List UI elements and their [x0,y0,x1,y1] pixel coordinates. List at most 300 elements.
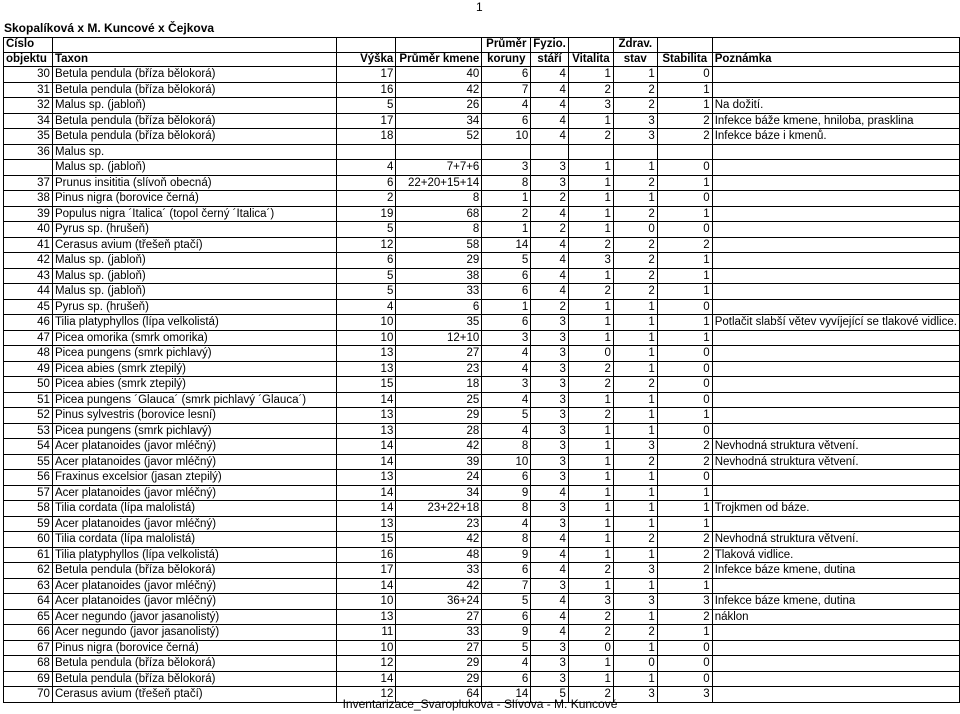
vitality-cell: 3 [568,253,613,269]
vitality-cell: 1 [568,67,613,83]
header-cell: Taxon [52,52,336,67]
stability-cell: 1 [657,284,712,300]
vitality-cell: 1 [568,485,613,501]
object-number-cell: 40 [4,222,53,238]
vitality-cell: 3 [568,594,613,610]
crown-diameter-cell: 4 [482,98,531,114]
crown-diameter-cell: 4 [482,346,531,362]
vitality-cell: 1 [568,578,613,594]
stability-cell: 0 [657,423,712,439]
taxon-cell: Acer platanoides (javor mléčný) [52,454,336,470]
table-header [4,38,960,67]
physiological-age-cell: 4 [531,485,569,501]
crown-diameter-cell: 14 [482,687,531,703]
taxon-cell: Malus sp. (jabloň) [52,98,336,114]
table-row [4,625,960,641]
crown-diameter-cell: 6 [482,563,531,579]
object-number-cell: 65 [4,609,53,625]
stability-cell: 2 [657,609,712,625]
crown-diameter-cell: 5 [482,253,531,269]
taxon-cell: Betula pendula (bříza bělokorá) [52,67,336,83]
note-cell [712,268,959,284]
trunk-diameter-cell: 42 [396,578,482,594]
health-cell: 2 [613,206,657,222]
physiological-age-cell: 3 [531,671,569,687]
physiological-age-cell: 4 [531,563,569,579]
object-number-cell: 60 [4,532,53,548]
taxon-cell: Malus sp. (jabloň) [52,160,336,176]
trunk-diameter-cell: 8 [396,191,482,207]
note-cell: Trojkmen od báze. [712,501,959,517]
note-cell [712,330,959,346]
height-cell: 10 [336,330,396,346]
crown-diameter-cell: 3 [482,330,531,346]
note-cell [712,299,959,315]
physiological-age-cell: 4 [531,98,569,114]
taxon-cell: Acer platanoides (javor mléčný) [52,439,336,455]
stability-cell: 1 [657,206,712,222]
health-cell: 0 [613,656,657,672]
taxon-cell: Pinus nigra (borovice černá) [52,191,336,207]
object-number-cell: 39 [4,206,53,222]
height-cell: 10 [336,640,396,656]
trunk-diameter-cell: 33 [396,625,482,641]
health-cell: 1 [613,160,657,176]
trunk-diameter-cell: 29 [396,253,482,269]
trunk-diameter-cell: 48 [396,547,482,563]
object-number-cell: 64 [4,594,53,610]
health-cell: 1 [613,609,657,625]
stability-cell: 3 [657,687,712,703]
note-cell [712,284,959,300]
vitality-cell: 1 [568,516,613,532]
object-number-cell: 34 [4,113,53,129]
physiological-age-cell: 4 [531,206,569,222]
table-row [4,485,960,501]
vitality-cell: 1 [568,547,613,563]
trunk-diameter-cell: 68 [396,206,482,222]
trunk-diameter-cell: 29 [396,408,482,424]
note-cell [712,206,959,222]
taxon-cell: Prunus insititia (slívoň obecná) [52,175,336,191]
note-cell [712,160,959,176]
height-cell: 5 [336,268,396,284]
table-row [4,547,960,563]
height-cell: 15 [336,532,396,548]
object-number-cell: 37 [4,175,53,191]
height-cell: 2 [336,191,396,207]
physiological-age-cell: 3 [531,656,569,672]
taxon-cell: Tilia platyphyllos (lípa velkolistá) [52,315,336,331]
physiological-age-cell [531,144,569,160]
height-cell [336,144,396,160]
height-cell: 12 [336,656,396,672]
crown-diameter-cell: 6 [482,113,531,129]
trunk-diameter-cell: 27 [396,346,482,362]
note-cell: Potlačit slabší větev vyvíjející se tlakové vidlice. [712,315,959,331]
crown-diameter-cell: 3 [482,160,531,176]
header-cell: koruny [482,52,531,67]
crown-diameter-cell: 1 [482,191,531,207]
header-cell: objektu [4,52,53,67]
taxon-cell: Picea omorika (smrk omorika) [52,330,336,346]
physiological-age-cell: 3 [531,392,569,408]
taxon-cell: Cerasus avium (třešeň ptačí) [52,687,336,703]
taxon-cell: Malus sp. (jabloň) [52,253,336,269]
table-row [4,346,960,362]
height-cell: 4 [336,160,396,176]
health-cell: 2 [613,284,657,300]
object-number-cell: 55 [4,454,53,470]
health-cell [613,144,657,160]
trunk-diameter-cell: 52 [396,129,482,145]
physiological-age-cell: 3 [531,454,569,470]
table-row [4,129,960,145]
stability-cell: 0 [657,299,712,315]
table-row [4,144,960,160]
taxon-cell: Tilia platyphyllos (lípa velkolistá) [52,547,336,563]
table-row [4,284,960,300]
crown-diameter-cell: 9 [482,547,531,563]
vitality-cell: 1 [568,268,613,284]
trunk-diameter-cell: 12+10 [396,330,482,346]
crown-diameter-cell: 1 [482,222,531,238]
crown-diameter-cell: 6 [482,470,531,486]
header-cell: Vitalita [568,52,613,67]
taxon-cell: Picea abies (smrk ztepilý) [52,361,336,377]
header-cell: Stabilita [657,52,712,67]
note-cell [712,470,959,486]
object-number-cell: 41 [4,237,53,253]
trunk-diameter-cell: 34 [396,485,482,501]
note-cell [712,67,959,83]
vitality-cell: 2 [568,82,613,98]
trunk-diameter-cell: 35 [396,315,482,331]
health-cell: 1 [613,501,657,517]
trunk-diameter-cell [396,144,482,160]
object-number-cell: 50 [4,377,53,393]
table-row [4,563,960,579]
page-footer: Inventarizace_Svaroplukova - Slívova - M. Kuncové [342,697,618,711]
note-cell: Nevhodná struktura větvení. [712,532,959,548]
health-cell: 3 [613,563,657,579]
object-number-cell: 58 [4,501,53,517]
crown-diameter-cell: 9 [482,485,531,501]
trunk-diameter-cell: 28 [396,423,482,439]
crown-diameter-cell: 6 [482,284,531,300]
header-cell: Výška [336,52,396,67]
height-cell: 5 [336,284,396,300]
table-row [4,82,960,98]
vitality-cell: 1 [568,315,613,331]
stability-cell: 2 [657,237,712,253]
table-row [4,392,960,408]
stability-cell: 2 [657,113,712,129]
taxon-cell: Acer platanoides (javor mléčný) [52,516,336,532]
note-cell [712,516,959,532]
object-number-cell: 53 [4,423,53,439]
crown-diameter-cell: 6 [482,67,531,83]
health-cell: 1 [613,516,657,532]
height-cell: 17 [336,113,396,129]
stability-cell: 0 [657,392,712,408]
object-number-cell: 61 [4,547,53,563]
table-row [4,206,960,222]
note-cell [712,191,959,207]
physiological-age-cell: 3 [531,377,569,393]
object-number-cell: 63 [4,578,53,594]
vitality-cell: 1 [568,454,613,470]
physiological-age-cell: 3 [531,315,569,331]
object-number-cell: 57 [4,485,53,501]
taxon-cell: Malus sp. (jabloň) [52,284,336,300]
height-cell: 6 [336,175,396,191]
note-cell: Na dožití. [712,98,959,114]
height-cell: 10 [336,315,396,331]
trunk-diameter-cell: 26 [396,98,482,114]
stability-cell: 1 [657,253,712,269]
vitality-cell: 2 [568,609,613,625]
object-number-cell: 70 [4,687,53,703]
health-cell: 1 [613,578,657,594]
note-cell: Infekce báže kmene, hniloba, prasklina [712,113,959,129]
stability-cell: 2 [657,532,712,548]
page-number: 1 [476,0,483,14]
health-cell: 1 [613,423,657,439]
trunk-diameter-cell: 34 [396,113,482,129]
physiological-age-cell: 2 [531,299,569,315]
object-number-cell: 66 [4,625,53,641]
object-number-cell: 69 [4,671,53,687]
height-cell: 5 [336,98,396,114]
vitality-cell: 1 [568,423,613,439]
crown-diameter-cell: 6 [482,315,531,331]
height-cell: 13 [336,609,396,625]
health-cell: 1 [613,330,657,346]
note-cell [712,253,959,269]
crown-diameter-cell: 10 [482,454,531,470]
stability-cell: 2 [657,439,712,455]
taxon-cell: Acer platanoides (javor mléčný) [52,594,336,610]
height-cell: 14 [336,485,396,501]
stability-cell: 0 [657,222,712,238]
table-body [4,67,960,703]
vitality-cell: 1 [568,206,613,222]
object-number-cell: 43 [4,268,53,284]
note-cell: Tlaková vidlice. [712,547,959,563]
health-cell: 2 [613,625,657,641]
crown-diameter-cell: 8 [482,175,531,191]
note-cell [712,377,959,393]
vitality-cell: 1 [568,191,613,207]
note-cell [712,175,959,191]
trunk-diameter-cell: 29 [396,671,482,687]
note-cell [712,346,959,362]
taxon-cell: Betula pendula (bříza bělokorá) [52,129,336,145]
health-cell: 2 [613,82,657,98]
object-number-cell: 36 [4,144,53,160]
stability-cell: 0 [657,470,712,486]
height-cell: 17 [336,67,396,83]
note-cell: Nevhodná struktura větvení. [712,454,959,470]
table-row [4,609,960,625]
table-row [4,439,960,455]
vitality-cell: 1 [568,330,613,346]
vitality-cell: 1 [568,671,613,687]
crown-diameter-cell: 8 [482,439,531,455]
vitality-cell: 2 [568,361,613,377]
physiological-age-cell: 4 [531,532,569,548]
stability-cell: 1 [657,516,712,532]
document-title: Skopalíková x M. Kuncové x Čejkova [4,21,215,35]
vitality-cell: 1 [568,501,613,517]
table-row [4,594,960,610]
stability-cell: 1 [657,578,712,594]
crown-diameter-cell: 8 [482,532,531,548]
vitality-cell: 0 [568,346,613,362]
stability-cell: 1 [657,268,712,284]
note-cell [712,578,959,594]
height-cell: 11 [336,625,396,641]
object-number-cell: 44 [4,284,53,300]
health-cell: 3 [613,594,657,610]
trunk-diameter-cell: 22+20+15+14 [396,175,482,191]
object-number-cell: 38 [4,191,53,207]
table-row [4,377,960,393]
height-cell: 12 [336,237,396,253]
table-row [4,299,960,315]
health-cell: 2 [613,532,657,548]
header-row-2 [4,52,960,67]
vitality-cell: 1 [568,299,613,315]
taxon-cell: Tilia cordata (lípa malolistá) [52,501,336,517]
table-row [4,253,960,269]
physiological-age-cell: 2 [531,191,569,207]
crown-diameter-cell: 4 [482,516,531,532]
header-cell [657,38,712,53]
object-number-cell: 32 [4,98,53,114]
health-cell: 1 [613,315,657,331]
vitality-cell: 3 [568,98,613,114]
taxon-cell: Pinus sylvestris (borovice lesní) [52,408,336,424]
health-cell: 2 [613,377,657,393]
table-row [4,361,960,377]
physiological-age-cell: 4 [531,113,569,129]
object-number-cell: 35 [4,129,53,145]
trunk-diameter-cell: 40 [396,67,482,83]
physiological-age-cell: 3 [531,346,569,362]
health-cell: 1 [613,67,657,83]
table-row [4,454,960,470]
taxon-cell: Picea abies (smrk ztepilý) [52,377,336,393]
tree-inventory-table [3,37,960,703]
trunk-diameter-cell: 27 [396,609,482,625]
table-row [4,408,960,424]
crown-diameter-cell: 7 [482,82,531,98]
note-cell: Infekce báze kmene, dutina [712,594,959,610]
crown-diameter-cell: 5 [482,594,531,610]
header-cell: Číslo [4,38,53,53]
crown-diameter-cell: 14 [482,237,531,253]
trunk-diameter-cell: 38 [396,268,482,284]
table-row [4,470,960,486]
object-number-cell: 67 [4,640,53,656]
note-cell [712,82,959,98]
stability-cell: 1 [657,315,712,331]
height-cell: 13 [336,423,396,439]
height-cell: 13 [336,470,396,486]
header-cell [712,38,959,53]
stability-cell: 2 [657,129,712,145]
object-number-cell: 49 [4,361,53,377]
health-cell: 3 [613,687,657,703]
stability-cell: 0 [657,67,712,83]
vitality-cell: 2 [568,237,613,253]
stability-cell: 1 [657,625,712,641]
note-cell: Infekce báze i kmenů. [712,129,959,145]
height-cell: 14 [336,392,396,408]
table-row [4,67,960,83]
note-cell [712,222,959,238]
table-row [4,532,960,548]
height-cell: 14 [336,501,396,517]
table-row [4,268,960,284]
health-cell: 1 [613,392,657,408]
note-cell [712,656,959,672]
crown-diameter-cell: 4 [482,361,531,377]
trunk-diameter-cell: 25 [396,392,482,408]
physiological-age-cell: 4 [531,82,569,98]
object-number-cell: 51 [4,392,53,408]
physiological-age-cell: 3 [531,160,569,176]
vitality-cell: 1 [568,656,613,672]
table-row [4,656,960,672]
physiological-age-cell: 4 [531,268,569,284]
height-cell: 17 [336,563,396,579]
note-cell [712,361,959,377]
taxon-cell: Acer negundo (javor jasanolistý) [52,625,336,641]
vitality-cell: 2 [568,687,613,703]
taxon-cell: Fraxinus excelsior (jasan ztepilý) [52,470,336,486]
trunk-diameter-cell: 36+24 [396,594,482,610]
height-cell: 12 [336,687,396,703]
taxon-cell: Picea pungens (smrk pichlavý) [52,346,336,362]
header-cell: Průměr [482,38,531,53]
note-cell [712,392,959,408]
vitality-cell: 0 [568,640,613,656]
health-cell: 1 [613,470,657,486]
crown-diameter-cell: 6 [482,609,531,625]
physiological-age-cell: 4 [531,253,569,269]
stability-cell: 0 [657,671,712,687]
table-row [4,113,960,129]
table-row [4,578,960,594]
stability-cell: 0 [657,640,712,656]
health-cell: 2 [613,268,657,284]
vitality-cell: 2 [568,129,613,145]
table-row [4,98,960,114]
crown-diameter-cell: 4 [482,656,531,672]
physiological-age-cell: 4 [531,67,569,83]
trunk-diameter-cell: 27 [396,640,482,656]
trunk-diameter-cell: 33 [396,284,482,300]
taxon-cell: Betula pendula (bříza bělokorá) [52,563,336,579]
trunk-diameter-cell: 42 [396,532,482,548]
crown-diameter-cell: 1 [482,299,531,315]
object-number-cell: 42 [4,253,53,269]
physiological-age-cell: 3 [531,175,569,191]
stability-cell: 1 [657,501,712,517]
